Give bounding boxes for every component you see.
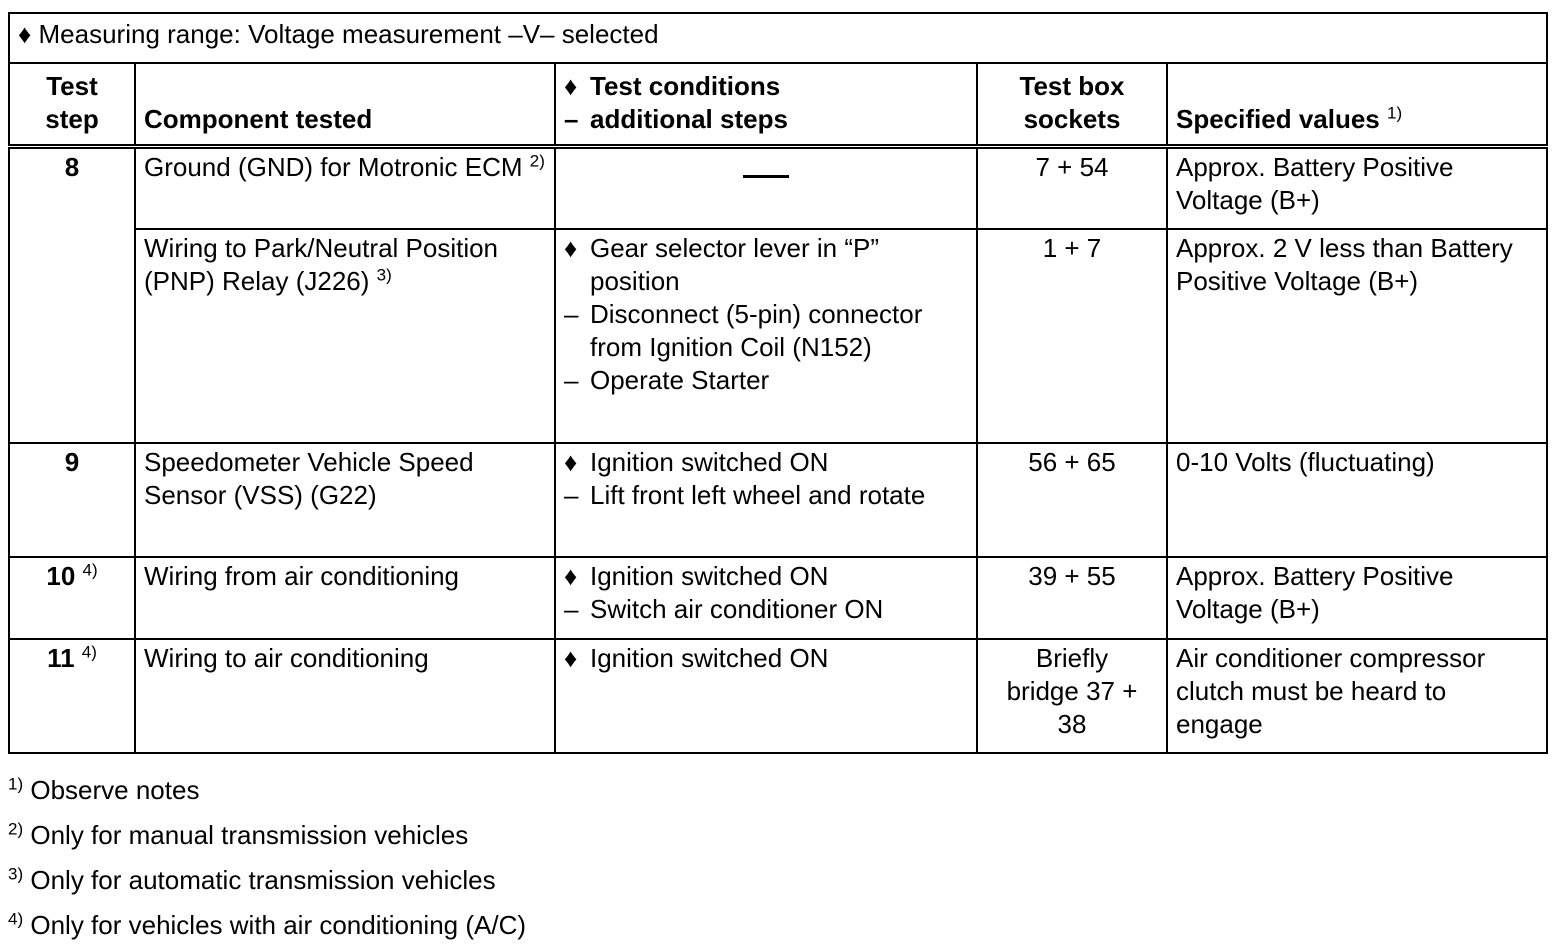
test-table-sheet <box>8 12 1546 948</box>
step-number: 8 <box>64 152 80 182</box>
dash-icon: – <box>564 298 579 329</box>
header-test-step: Test step <box>9 63 135 147</box>
step-number: 10 <box>46 560 76 591</box>
table-row <box>9 557 1547 639</box>
table-row <box>9 639 1547 753</box>
footnote-text: Only for manual transmission vehicles <box>30 819 469 850</box>
condition-text: Operate Starter <box>590 364 770 395</box>
footnotes <box>8 768 1546 948</box>
step-footnote: 4) <box>82 559 98 579</box>
measuring-range-banner <box>9 13 1547 63</box>
footnote-item <box>8 768 1546 813</box>
specified-cell: Air conditioner compressor clutch must be heard to engage <box>1167 639 1547 753</box>
empty-dash <box>743 175 789 178</box>
condition-text: Disconnect (5-pin) connector from Ignition Coil (N152) <box>590 298 923 362</box>
diamond-icon: ♦ <box>564 560 578 591</box>
component-text: Wiring from air conditioning <box>144 560 460 591</box>
footnote-text: Only for automatic transmission vehicles <box>30 864 496 895</box>
component-cell <box>135 147 555 229</box>
condition-text: Ignition switched ON <box>590 642 829 673</box>
table-row <box>9 147 1547 229</box>
dash-icon: – <box>564 593 579 624</box>
dash-icon: – <box>564 364 579 395</box>
condition-text: Ignition switched ON <box>590 446 829 477</box>
component-text: Speedometer Vehicle Speed Sensor (VSS) (G22) <box>144 446 474 510</box>
conditions-cell <box>555 443 977 557</box>
footnote-item <box>8 813 1546 858</box>
step-footnote: 4) <box>81 641 97 661</box>
conditions-cell <box>555 229 977 443</box>
component-text: Wiring to air conditioning <box>144 642 429 673</box>
component-cell <box>135 229 555 443</box>
step-number: 9 <box>64 446 80 477</box>
footnote-item <box>8 858 1546 903</box>
condition-item <box>564 560 968 593</box>
footnote-mark: 1) <box>8 773 24 793</box>
component-footnote: 3) <box>376 264 392 284</box>
header-component-tested: Component tested <box>135 63 555 147</box>
diamond-icon: ♦ <box>564 71 578 101</box>
component-cell <box>135 443 555 557</box>
dash-icon: – <box>564 479 579 510</box>
specified-cell: Approx. 2 V less than Battery Positive Voltage (B+) <box>1167 229 1547 443</box>
condition-item <box>564 593 968 626</box>
header-test-box-sockets: Test box sockets <box>977 63 1167 147</box>
table-body <box>9 147 1547 753</box>
conditions-cell <box>555 639 977 753</box>
diamond-icon: ♦ <box>564 642 578 673</box>
condition-text: Ignition switched ON <box>590 560 829 591</box>
sockets-cell: Briefly bridge 37 + 38 <box>977 639 1167 753</box>
condition-text: Switch air conditioner ON <box>590 593 884 624</box>
step-cell <box>9 443 135 557</box>
header-specified-footnote: 1) <box>1387 103 1403 123</box>
specified-cell: Approx. Battery Positive Voltage (B+) <box>1167 557 1547 639</box>
header-specified-values <box>1167 63 1547 147</box>
dash-icon: – <box>564 104 579 134</box>
table-row <box>9 443 1547 557</box>
sockets-cell: 56 + 65 <box>977 443 1167 557</box>
header-test-conditions <box>555 63 977 147</box>
test-table <box>8 12 1548 754</box>
component-text: Wiring to Park/Neutral Position (PNP) Relay (J226) <box>144 232 499 296</box>
condition-item <box>564 298 968 364</box>
condition-text: Lift front left wheel and rotate <box>590 479 926 510</box>
header-specified-label: Specified values <box>1176 104 1380 134</box>
footnote-text: Only for vehicles with air conditioning (A/C) <box>30 909 526 940</box>
footnote-text: Observe notes <box>30 774 200 805</box>
condition-item <box>564 479 968 512</box>
footnote-mark: 3) <box>8 863 24 883</box>
footnote-mark: 2) <box>8 818 24 838</box>
step-cell <box>9 147 135 443</box>
component-text: Ground (GND) for Motronic ECM <box>144 152 523 182</box>
header-conditions-line1: Test conditions <box>590 71 781 101</box>
component-cell <box>135 557 555 639</box>
condition-item <box>564 364 968 397</box>
step-number: 11 <box>47 642 75 673</box>
conditions-cell <box>555 147 977 229</box>
step-cell <box>9 639 135 753</box>
sockets-cell: 1 + 7 <box>977 229 1167 443</box>
specified-cell: 0-10 Volts (fluctuating) <box>1167 443 1547 557</box>
header-conditions-line2: additional steps <box>590 104 788 134</box>
condition-item <box>564 446 968 479</box>
diamond-icon: ♦ <box>564 446 578 477</box>
step-cell <box>9 557 135 639</box>
table-row <box>9 229 1547 443</box>
diamond-icon: ♦ <box>18 19 32 49</box>
component-footnote: 2) <box>529 151 545 171</box>
measuring-range-label: Measuring range: Voltage measurement –V– selected <box>38 19 659 49</box>
footnote-item <box>8 903 1546 948</box>
footnote-mark: 4) <box>8 908 24 928</box>
condition-text: Gear selector lever in “P” position <box>590 232 879 296</box>
condition-item <box>564 232 968 298</box>
condition-item <box>564 642 968 675</box>
sockets-cell: 39 + 55 <box>977 557 1167 639</box>
conditions-cell <box>555 557 977 639</box>
specified-cell: Approx. Battery Positive Voltage (B+) <box>1167 147 1547 229</box>
diamond-icon: ♦ <box>564 232 578 263</box>
component-cell <box>135 639 555 753</box>
sockets-cell: 7 + 54 <box>977 147 1167 229</box>
